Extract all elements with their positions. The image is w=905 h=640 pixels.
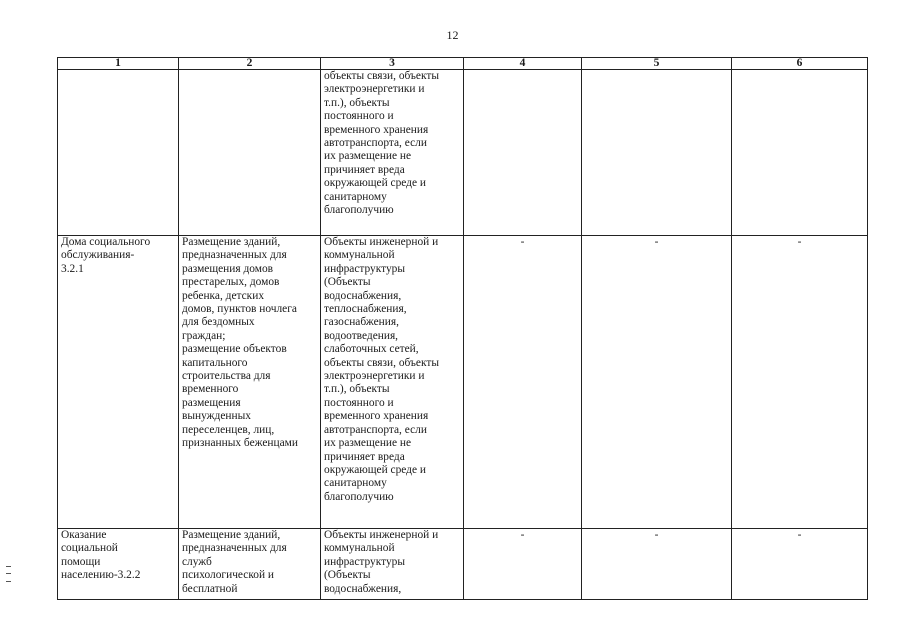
cell-col6 [732,70,868,236]
column-header-6: 6 [732,58,868,70]
page-number: 12 [446,28,459,42]
cell-col4: - [464,236,582,529]
table-row [58,70,868,236]
cell-land-use-type [58,70,179,236]
column-header-2: 2 [179,58,321,70]
table-row [58,236,868,529]
land-use-table [57,57,868,600]
scan-margin-mark [6,566,11,582]
column-header-5: 5 [582,58,732,70]
cell-auxiliary-objects: Объекты инженерной и коммунальной инфраструктуры (Объекты водоснабжения, [321,529,464,600]
cell-col4 [464,70,582,236]
cell-land-use-type: Оказание социальной помощи населению-3.2.2 [58,529,179,600]
cell-land-use-type: Дома социального обслуживания- 3.2.1 [58,236,179,529]
cell-auxiliary-objects: Объекты инженерной и коммунальной инфраструктуры (Объекты водоснабжения, теплоснабжения, газоснабжения, водоотведения, слаботочных сетей, объекты связи, объекты электроэнергетики и т.п.), объекты постоянного и временного хранения автотранспорта, если их размещение не причиняет вреда окружающей среде и санитарному благополучию [321,236,464,529]
cell-col6: - [732,236,868,529]
cell-description: Размещение зданий, предназначенных для размещения домов престарелых, домов ребенка, детских домов, пунктов ночлега для бездомных граждан; размещение объектов капитального строительства для временного размещения вынужденных переселенцев, лиц, признанных беженцами [179,236,321,529]
cell-col5: - [582,529,732,600]
cell-description [179,70,321,236]
cell-description: Размещение зданий, предназначенных для служб психологической и бесплатной [179,529,321,600]
cell-col6: - [732,529,868,600]
table-header-row [58,58,868,70]
cell-col5 [582,70,732,236]
cell-col5: - [582,236,732,529]
column-header-3: 3 [321,58,464,70]
column-header-4: 4 [464,58,582,70]
column-header-1: 1 [58,58,179,70]
cell-auxiliary-objects: объекты связи, объекты электроэнергетики и т.п.), объекты постоянного и временного хранения автотранспорта, если их размещение не причиняет вреда окружающей среде и санитарному благополучию [321,70,464,236]
table-row [58,529,868,600]
cell-col4: - [464,529,582,600]
